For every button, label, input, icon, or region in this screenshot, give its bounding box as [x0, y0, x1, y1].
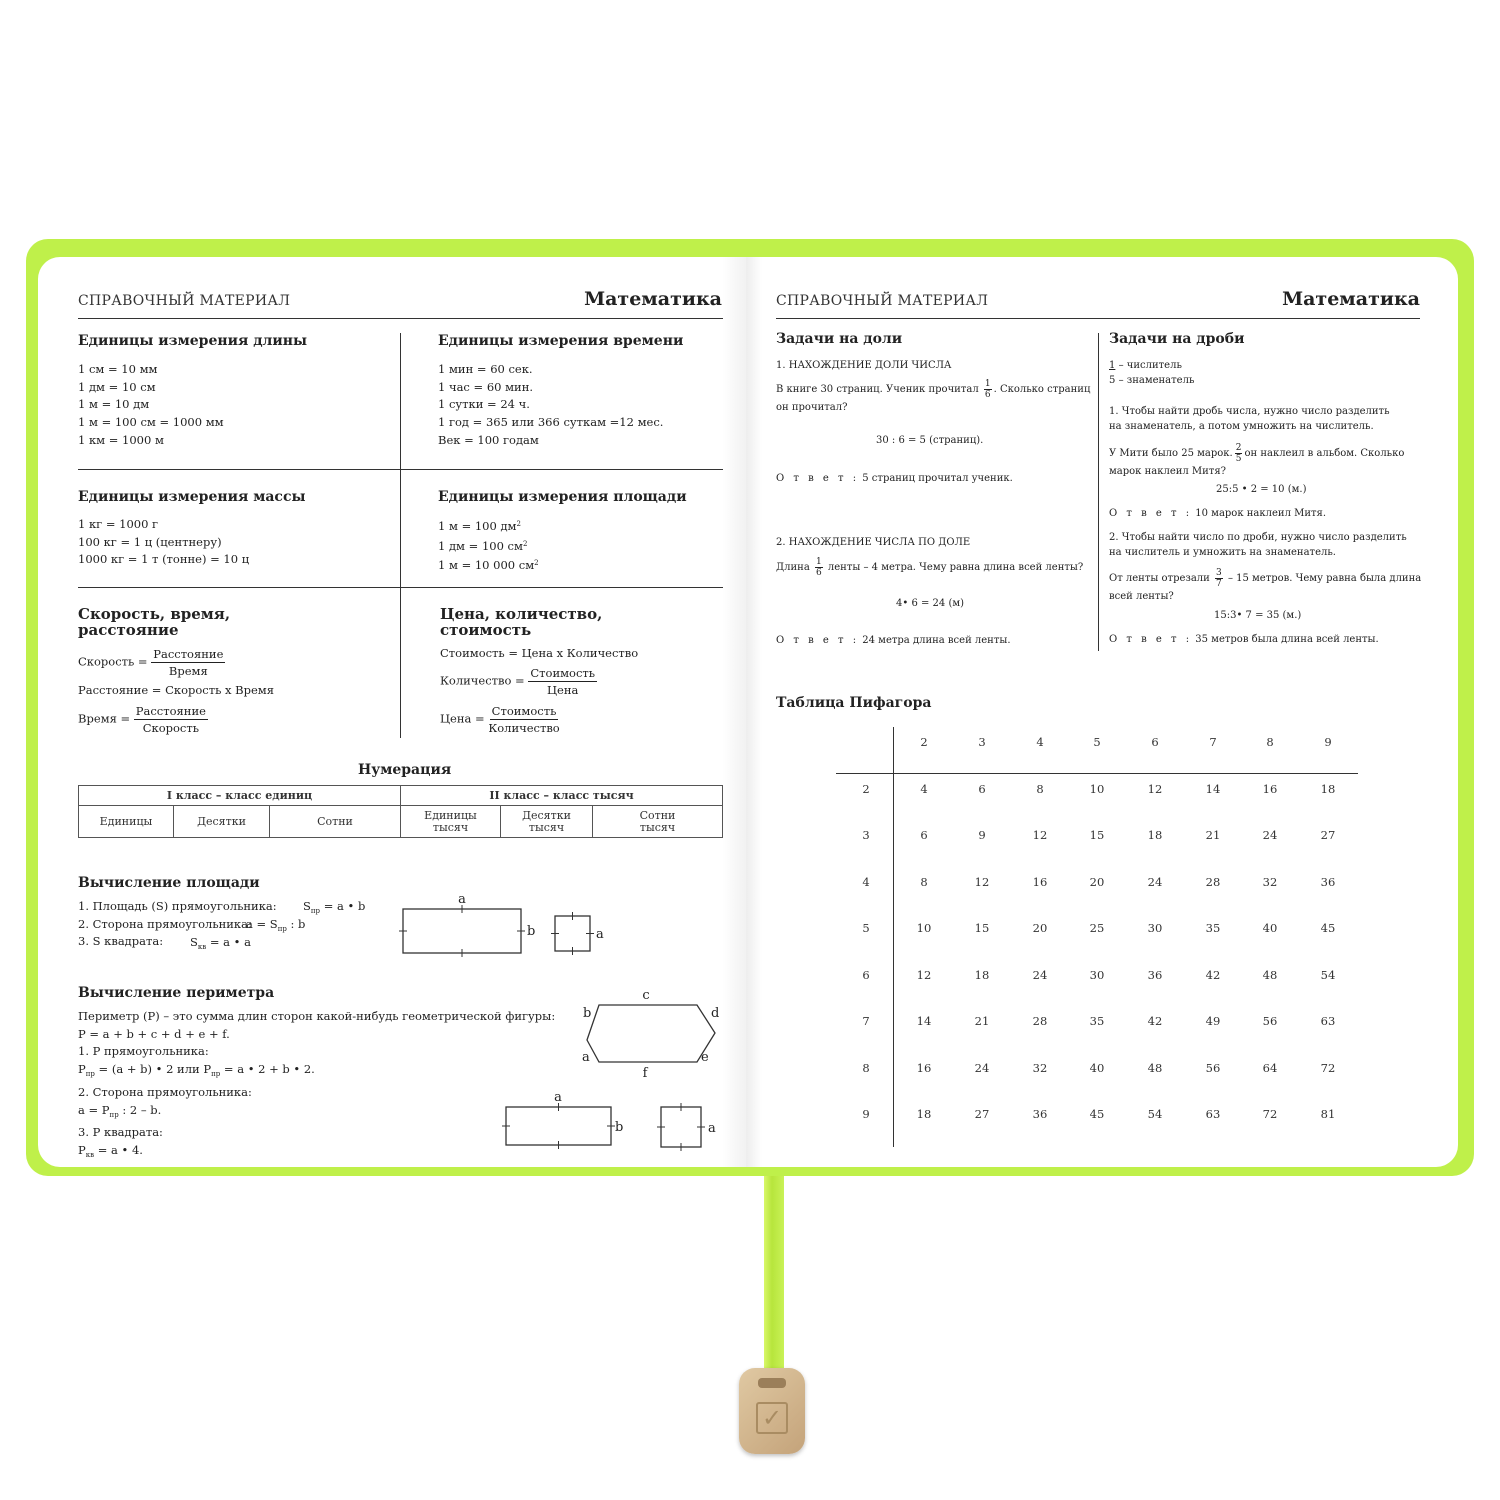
pythagoras-cell: 45: [1320, 921, 1336, 935]
pythagoras-cell: 30: [1089, 968, 1105, 982]
pythagoras-row-label: 2: [862, 782, 870, 796]
pythagoras-cell: 36: [1147, 968, 1163, 982]
pythagoras-header-cell: 5: [1093, 735, 1101, 749]
class-header: I класс – класс единиц: [79, 786, 401, 806]
area-calc-line: 2. Сторона прямоугольника:: [78, 916, 252, 931]
pythagoras-cell: 21: [1205, 828, 1221, 842]
speed-title-line: Скорость, время,: [78, 605, 231, 623]
mass-line: 100 кг = 1 ц (центнеру): [78, 534, 222, 549]
perimeter-lines: [78, 1008, 555, 1165]
pythagoras-cell: 28: [1205, 875, 1221, 889]
area-calc-line: 1. Площадь (S) прямоугольника:: [78, 899, 277, 913]
pythagoras-cell: 18: [1147, 828, 1163, 842]
length-line: 1 дм = 10 см: [78, 379, 156, 394]
rectangle-shape: [403, 909, 521, 953]
numeration-table: [78, 785, 723, 838]
pythagoras-hline: [836, 773, 1358, 774]
pythagoras-cell: 35: [1205, 921, 1221, 935]
pythagoras-cell: 24: [1032, 968, 1048, 982]
pythagoras-cell: 36: [1320, 875, 1336, 889]
fractions-answer-1: О т в е т : 10 марок наклеил Митя.: [1109, 508, 1327, 519]
time-list: [438, 361, 663, 450]
square-shape: [555, 916, 590, 951]
length-list: [78, 361, 224, 450]
bookmark-ribbon: [764, 1176, 784, 1392]
pythagoras-cell: 15: [1089, 828, 1105, 842]
label-c: c: [642, 988, 650, 1003]
pythagoras-cell: 42: [1205, 968, 1221, 982]
header-label: СПРАВОЧНЫЙ МАТЕРИАЛ: [776, 293, 989, 309]
shares-calc-2: 4• 6 = 24 (м): [896, 598, 965, 609]
pythagoras-cell: 18: [974, 968, 990, 982]
speed-title-line: расстояние: [78, 621, 179, 639]
time-line: 1 час = 60 мин.: [438, 379, 534, 394]
pythagoras-cell: 16: [1262, 782, 1278, 796]
pythagoras-cell: 18: [916, 1107, 932, 1121]
price-formula-p: Цена = Стоимость Количество: [440, 704, 560, 735]
speed-title: [78, 606, 230, 638]
pythagoras-cell: 64: [1262, 1061, 1278, 1075]
pythagoras-cell: 45: [1089, 1107, 1105, 1121]
time-line: 1 сутки = 24 ч.: [438, 397, 530, 412]
pythagoras-cell: 8: [920, 875, 928, 889]
header-title: Математика: [1282, 288, 1420, 310]
area-formula-3: $S_{кв} = a$ • a: [190, 935, 251, 951]
pythagoras-cell: 16: [1032, 875, 1048, 889]
pythagoras-cell: 25: [1089, 921, 1105, 935]
pythagoras-cell: 16: [916, 1061, 932, 1075]
pythagoras-cell: 40: [1089, 1061, 1105, 1075]
pythagoras-row-label: 3: [862, 828, 870, 842]
grid-rule: [78, 469, 723, 470]
fractions-rule-1: 1. Чтобы найти дробь числа, нужно число разделить на знаменатель, а потом умножить на числитель.: [1109, 406, 1390, 432]
pythagoras-cell: 14: [916, 1014, 932, 1028]
shares-answer-1: О т в е т : 5 страниц прочитал ученик.: [776, 473, 1013, 484]
label-a: a: [458, 892, 466, 907]
pythagoras-cell: 6: [920, 828, 928, 842]
fraction-legend: 1 – числитель 5 – знаменатель: [1109, 360, 1195, 386]
pythagoras-cell: 10: [916, 921, 932, 935]
pythagoras-row-label: 8: [862, 1061, 870, 1075]
pythagoras-cell: 12: [974, 875, 990, 889]
pythagoras-cell: 56: [1262, 1014, 1278, 1028]
rank-cell: Единицы тысяч: [401, 806, 501, 838]
price-title-line: стоимость: [440, 621, 532, 639]
label-b: b: [583, 1006, 592, 1021]
price-formula-c: Стоимость = Цена х Количество: [440, 646, 639, 660]
square-shape: [661, 1107, 701, 1147]
pythagoras-cell: 20: [1089, 875, 1105, 889]
grid-rule: [78, 587, 723, 588]
pythagoras-cell: 32: [1032, 1061, 1048, 1075]
fractions-task-1: У Мити было 25 марок. $\frac{2}{5}$ он наклеил в альбом. Сколько марок наклеил Митя?: [1109, 443, 1405, 477]
label-d: d: [711, 1006, 720, 1021]
tag-hole: [758, 1378, 786, 1388]
time-line: Век = 100 годам: [438, 432, 539, 447]
area-calc-title: Вычисление площади: [78, 875, 260, 891]
pythagoras-cell: 24: [1262, 828, 1278, 842]
column-divider: [1098, 333, 1099, 651]
pythagoras-header-cell: 2: [920, 735, 928, 749]
area-line: 1 м = 100 $дм^2$: [438, 519, 521, 533]
label-a: a: [708, 1121, 716, 1136]
pythagoras-cell: 40: [1262, 921, 1278, 935]
length-title: Единицы измерения длины: [78, 333, 308, 349]
label-b: b: [527, 924, 536, 939]
hexagon-shape: [587, 1005, 715, 1062]
pythagoras-cell: 8: [1036, 782, 1044, 796]
left-page: [38, 257, 748, 1167]
length-line: 1 км = 1000 м: [78, 432, 164, 447]
pythagoras-header-cell: 7: [1209, 735, 1217, 749]
price-title: [440, 606, 602, 638]
pythagoras-cell: 21: [974, 1014, 990, 1028]
pythagoras-cell: 48: [1147, 1061, 1163, 1075]
area-line: 1 м = 10 000 $см^2$: [438, 558, 539, 573]
price-title-line: Цена, количество,: [440, 605, 603, 623]
perimeter-line: 1. Р прямоугольника:: [78, 1044, 209, 1059]
fractions-calc-2: 15:3• 7 = 35 (м.): [1214, 610, 1302, 621]
pythagoras-cell: 14: [1205, 782, 1221, 796]
pythagoras-cell: 48: [1262, 968, 1278, 982]
pythagoras-cell: 10: [1089, 782, 1105, 796]
pythagoras-cell: 24: [974, 1061, 990, 1075]
pythagoras-row-label: 9: [862, 1107, 870, 1121]
pythagoras-row-label: 6: [862, 968, 870, 982]
area-formula-2: $a = S_{пр}$ : b: [246, 917, 306, 933]
pythagoras-cell: 20: [1032, 921, 1048, 935]
time-line: 1 мин = 60 сек.: [438, 362, 533, 376]
area-figures: [398, 889, 628, 959]
pythagoras-cell: 63: [1320, 1014, 1336, 1028]
length-line: 1 м = 100 см = 1000 мм: [78, 415, 224, 430]
fractions-answer-2: О т в е т : 35 метров была длина всей ленты.: [1109, 634, 1379, 645]
label-b: b: [615, 1120, 624, 1135]
label-a: a: [554, 1090, 562, 1105]
fractions-rule-2: 2. Чтобы найти число по дроби, нужно число разделить на числитель и умножить на знаменатель.: [1109, 532, 1407, 558]
fractions-task-2: От ленты отрезали $\frac{3}{7}$ – 15 метров. Чему равна была длина всей ленты?: [1109, 568, 1422, 602]
pythagoras-cell: 72: [1262, 1107, 1278, 1121]
time-title: Единицы измерения времени: [438, 333, 684, 349]
pythagoras-cell: 12: [1032, 828, 1048, 842]
pythagoras-title: Таблица Пифагора: [776, 695, 932, 711]
rank-cell: Сотни: [270, 806, 401, 838]
area-formula-1: $S_{пр} = a$ • b: [303, 899, 366, 915]
perimeter-line: 2. Сторона прямоугольника:: [78, 1084, 252, 1099]
pythagoras-cell: 30: [1147, 921, 1163, 935]
speed-formula-d: Расстояние = Скорость х Время: [78, 683, 274, 697]
bookmark-tag: [739, 1368, 805, 1454]
perimeter-title: Вычисление периметра: [78, 985, 275, 1001]
shares-p2-text: Длина $\frac{1}{6}$ ленты – 4 метра. Чему равна длина всей ленты?: [776, 557, 1084, 578]
area-units-list: [438, 516, 539, 575]
pythagoras-cell: 18: [1320, 782, 1336, 796]
pythagoras-cell: 63: [1205, 1107, 1221, 1121]
header-label: СПРАВОЧНЫЙ МАТЕРИАЛ: [78, 293, 291, 309]
shares-answer-2: О т в е т : 24 метра длина всей ленты.: [776, 635, 1011, 646]
shares-calc-1: 30 : 6 = 5 (страниц).: [876, 435, 984, 446]
pythagoras-cell: 42: [1147, 1014, 1163, 1028]
pythagoras-cell: 81: [1320, 1107, 1336, 1121]
length-line: 1 см = 10 мм: [78, 362, 158, 376]
mass-line: 1 кг = 1000 г: [78, 517, 159, 531]
numeration-title: Нумерация: [358, 762, 452, 778]
perimeter-line: 3. Р квадрата:: [78, 1125, 163, 1140]
pythagoras-vline: [893, 727, 894, 1147]
header-title: Математика: [584, 288, 722, 310]
pythagoras-cell: 27: [974, 1107, 990, 1121]
pythagoras-header-cell: 3: [978, 735, 986, 749]
header-rule: [776, 318, 1420, 319]
label-e: e: [701, 1050, 709, 1065]
mass-list: [78, 516, 249, 569]
shares-p1-title: 1. НАХОЖДЕНИЕ ДОЛИ ЧИСЛА: [776, 360, 952, 371]
pythagoras-cell: 9: [978, 828, 986, 842]
pythagoras-cell: 56: [1205, 1061, 1221, 1075]
pythagoras-cell: 35: [1089, 1014, 1105, 1028]
speed-formula-t: Время = Расстояние Скорость: [78, 704, 206, 735]
perimeter-line: Р = a + b + c + d + e + f.: [78, 1026, 230, 1041]
pythagoras-header-cell: 4: [1036, 735, 1044, 749]
right-page: [746, 257, 1458, 1167]
pythagoras-cell: 54: [1147, 1107, 1163, 1121]
rank-cell: Десятки: [174, 806, 270, 838]
pythagoras-header-cell: 6: [1151, 735, 1159, 749]
fractions-calc-1: 25:5 • 2 = 10 (м.): [1216, 484, 1307, 495]
area-line: 1 дм = 100 $см^2$: [438, 538, 528, 553]
label-a: a: [582, 1050, 590, 1065]
class-header: II класс – класс тысяч: [401, 786, 723, 806]
speed-formula-v: Скорость = Расстояние Время: [78, 647, 224, 678]
price-formula-q: Количество = Стоимость Цена: [440, 666, 596, 697]
pythagoras-cell: 12: [1147, 782, 1163, 796]
pythagoras-header-cell: 8: [1266, 735, 1274, 749]
rank-cell: Десятки тысяч: [501, 806, 593, 838]
shares-title: Задачи на доли: [776, 331, 903, 347]
pythagoras-cell: 4: [920, 782, 928, 796]
area-calc-line: 3. S квадрата:: [78, 934, 164, 949]
pythagoras-cell: 54: [1320, 968, 1336, 982]
shares-p2-title: 2. НАХОЖДЕНИЕ ЧИСЛА ПО ДОЛЕ: [776, 537, 971, 548]
rank-cell: Сотни тысяч: [593, 806, 723, 838]
label-a: a: [596, 927, 604, 942]
length-line: 1 м = 10 дм: [78, 397, 150, 412]
perimeter-line: Периметр (Р) – это сумма длин сторон какой-нибудь геометрической фигуры:: [78, 1009, 556, 1023]
area-units-title: Единицы измерения площади: [438, 489, 687, 505]
pythagoras-cell: 72: [1320, 1061, 1336, 1075]
perimeter-figures: [500, 1089, 720, 1153]
time-line: 1 год = 365 или 366 суткам =12 мес.: [438, 415, 664, 430]
rectangle-shape: [506, 1107, 611, 1145]
pythagoras-row-label: 4: [862, 875, 870, 889]
pythagoras-header-cell: 9: [1324, 735, 1332, 749]
perimeter-line: $Р_{пр} = (a + b)$ • 2 или $Р_{пр} = a$ • 2 + b • 2.: [78, 1062, 315, 1079]
pythagoras-cell: 12: [916, 968, 932, 982]
pythagoras-cell: 6: [978, 782, 986, 796]
hexagon-figure: [573, 985, 723, 1080]
check-square-icon: ✓: [756, 1402, 788, 1434]
mass-line: 1000 кг = 1 т (тонне) = 10 ц: [78, 552, 250, 567]
pythagoras-cell: 24: [1147, 875, 1163, 889]
pythagoras-cell: 32: [1262, 875, 1278, 889]
label-f: f: [642, 1066, 648, 1080]
perimeter-line: $Р_{кв} = a$ • 4.: [78, 1142, 143, 1159]
grid-divider: [400, 333, 401, 738]
shares-p1-text: В книге 30 страниц. Ученик прочитал $\frac{1}{6}$ . Сколько страниц он прочитал?: [776, 379, 1091, 413]
mass-title: Единицы измерения массы: [78, 489, 306, 505]
rank-cell: Единицы: [79, 806, 174, 838]
pythagoras-cell: 15: [974, 921, 990, 935]
pythagoras-cell: 49: [1205, 1014, 1221, 1028]
fractions-title: Задачи на дроби: [1109, 331, 1245, 347]
pythagoras-cell: 28: [1032, 1014, 1048, 1028]
pythagoras-cell: 36: [1032, 1107, 1048, 1121]
pythagoras-row-label: 5: [862, 921, 870, 935]
perimeter-line: $a = Р_{пр}$ : 2 – b.: [78, 1102, 162, 1119]
pythagoras-row-label: 7: [862, 1014, 870, 1028]
header-rule: [78, 318, 723, 319]
pythagoras-cell: 27: [1320, 828, 1336, 842]
